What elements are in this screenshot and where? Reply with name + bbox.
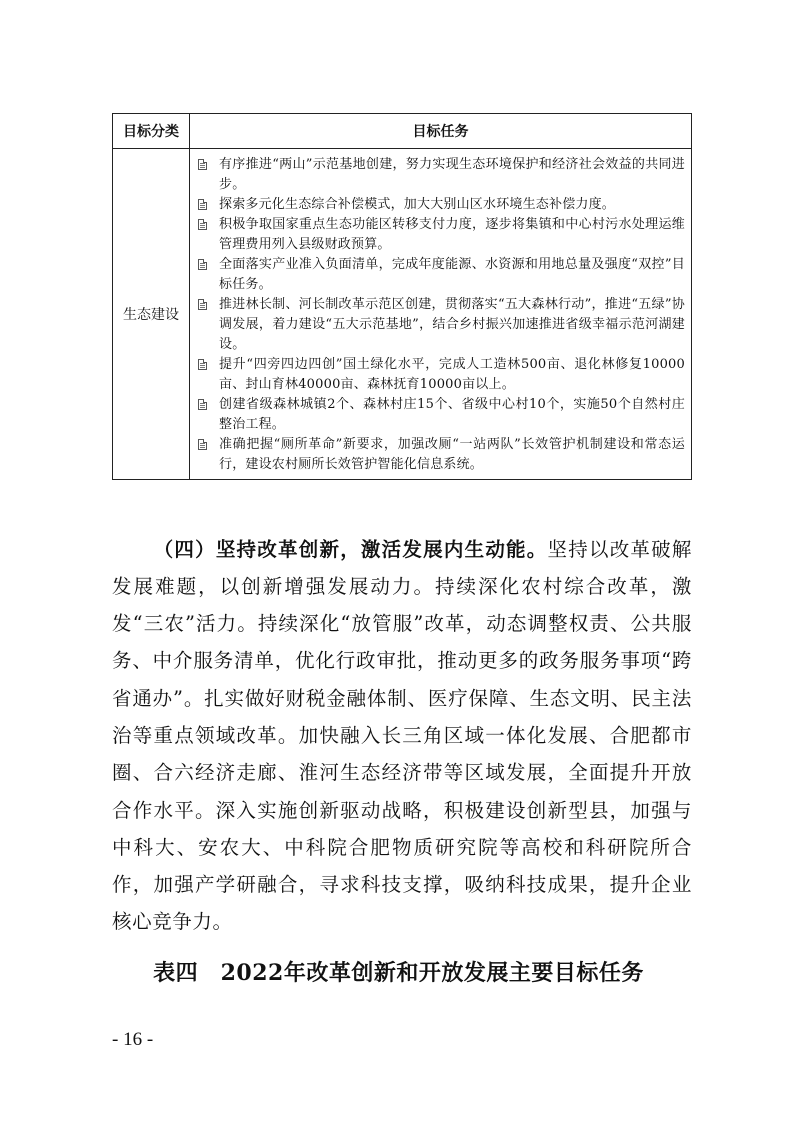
task-item [196, 255, 685, 295]
task-text: 提升“四旁四边四创”国土绿化水平，完成人工造林500亩、退化林修复10000亩、封山育林40000亩、森林抚育10000亩以上。 [219, 357, 685, 392]
table-row [113, 149, 692, 480]
task-item [196, 195, 685, 215]
task-item [196, 155, 685, 195]
category-cell: 生态建设 [113, 149, 190, 480]
task-text: 有序推进“两山”示范基地创建，努力实现生态环境保护和经济社会效益的共同进步。 [219, 157, 685, 192]
header-category: 目标分类 [113, 114, 190, 149]
document-icon [198, 359, 207, 370]
task-text: 创建省级森林城镇2个、森林村庄15个、省级中心村10个，实施50个自然村庄整治工程。 [219, 397, 685, 432]
task-text: 准确把握“厕所革命”新要求，加强改厕“一站两队”长效管护机制建设和常态运行，建设农村厕所长效管护智能化信息系统。 [219, 437, 685, 472]
header-tasks: 目标任务 [190, 114, 692, 149]
paragraph-body: 坚持以改革破解发展难题，以创新增强发展动力。持续深化农村综合改革，激发“三农”活力。持续深化“放管服”改革，动态调整权责、公共服务、中介服务清单，优化行政审批，推动更多的政务服务事项“跨省通办”。扎实做好财税金融体制、医疗保障、生态文明、民主法治等重点领域改革。加快融入长三角区域一体化发展、合肥都市圈、合六经济走廊、淮河生态经济带等区域发展，全面提升开放合作水平。深入实施创新驱动战略，积极建设创新型县，加强与中科大、安农大、中科院合肥物质研究院等高校和科研院所合作，加强产学研融合，寻求科技支撑，吸纳科技成果，提升企业核心竞争力。 [112, 537, 692, 934]
document-icon [198, 299, 207, 310]
document-icon [198, 259, 207, 270]
body-paragraph [112, 531, 692, 941]
table-caption: 表四 2022年改革创新和开放发展主要目标任务 [153, 960, 644, 986]
task-item [196, 215, 685, 255]
document-icon [198, 199, 207, 210]
task-item [196, 355, 685, 395]
task-text: 推进林长制、河长制改革示范区创建，贯彻落实“五大森林行动”，推进“五绿”协调发展，着力建设“五大示范基地”，结合乡村振兴加速推进省级幸福示范河湖建设。 [219, 297, 685, 352]
document-icon [198, 219, 207, 230]
paragraph-lead: （四）坚持改革创新，激活发展内生动能。 [153, 537, 548, 561]
task-text: 全面落实产业准入负面清单，完成年度能源、水资源和用地总量及强度“双控”目标任务。 [219, 257, 685, 292]
page-number: - 16 - [112, 1029, 154, 1050]
task-text: 探索多元化生态综合补偿模式，加大大别山区水环境生态补偿力度。 [219, 197, 616, 212]
tasks-cell [190, 149, 692, 480]
task-text: 积极争取国家重点生态功能区转移支付力度，逐步将集镇和中心村污水处理运维管理费用列入县级财政预算。 [219, 217, 685, 252]
document-icon [198, 399, 207, 410]
target-task-table [112, 113, 692, 480]
table-header-row [113, 114, 692, 149]
task-item [196, 295, 685, 355]
document-icon [198, 439, 207, 450]
document-icon [198, 159, 207, 170]
task-item [196, 435, 685, 475]
task-item [196, 395, 685, 435]
